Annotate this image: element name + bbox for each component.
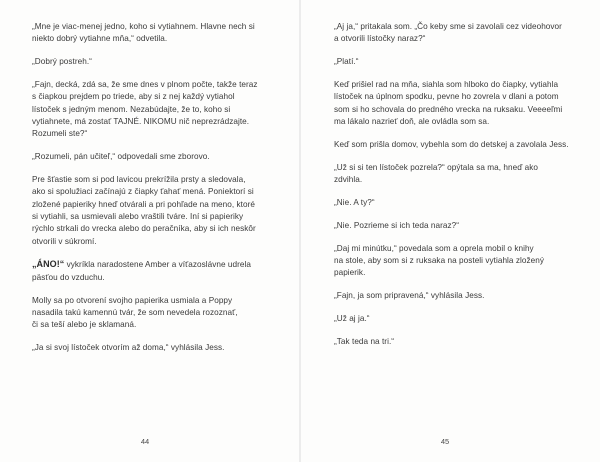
- paragraph: [334, 79, 582, 128]
- text-line: päsťou do vzduchu.: [32, 272, 105, 282]
- text-line: lístoček s jedným menom. Nezabúdajte, že to, koho si: [32, 104, 231, 114]
- text-line: s čiapkou prejdem po triede, aby si z nej každý vytiahol: [32, 92, 235, 102]
- text-line: „Platí.“: [334, 57, 359, 67]
- text-line: „Tak teda na tri.“: [334, 336, 395, 346]
- text-line: lístoček na úplnom spodku, pevne ho zovrela v dlani a potom: [334, 92, 559, 102]
- text-line: „Už aj ja.“: [334, 314, 370, 324]
- text-line: „Mne je viac-menej jedno, koho si vytiahnem. Hlavne nech si: [32, 22, 255, 31]
- text-line: Keď som prišla domov, vybehla som do detskej a zavolala Jess.: [334, 139, 569, 149]
- paragraph: [32, 342, 280, 354]
- paragraph: [334, 139, 582, 151]
- text-line: či sa teší alebo je sklamaná.: [32, 320, 137, 330]
- paragraph: [32, 151, 280, 163]
- paragraph: [334, 336, 582, 348]
- right-page-text: [334, 21, 582, 359]
- text-line: „Nie. Pozrieme si ich teda naraz?“: [334, 220, 460, 230]
- text-line: nasadila takú kamennú tvár, že som nevedela rozoznať,: [32, 307, 238, 317]
- text-line: na stole, aby som si z ruksaka na posteli vytiahla zložený: [334, 256, 544, 266]
- paragraph: [334, 290, 582, 302]
- text-line: rýchlo strkali do vrecka alebo do peračníka, aby si ich neskôr: [32, 224, 256, 234]
- text-fragment: vykríkla naradostene Amber a víťazoslávne udrela: [64, 260, 251, 270]
- paragraph: [334, 243, 582, 280]
- paragraph: [334, 56, 582, 68]
- paragraph: [334, 313, 582, 325]
- left-page-text: [32, 21, 280, 365]
- text-line: si vytiahli, sa usmievali alebo vraštili tváre. Iní si papieriky: [32, 211, 244, 221]
- text-line: [32, 258, 280, 271]
- text-line: vytiahnete, má zostať TAJNÉ. NIKOMU nič neprezrádzajte.: [32, 116, 250, 126]
- paragraph: [334, 21, 582, 46]
- text-line: „Dobrý postreh.“: [32, 57, 92, 67]
- paragraph: [334, 162, 582, 187]
- text-line: ako si spolužiaci začínajú z čiapky ťahať mená. Poniektorí si: [32, 187, 254, 197]
- text-line: Keď prišiel rad na mňa, siahla som hlboko do čiapky, vytiahla: [334, 80, 559, 90]
- text-line: zložené papieriky hneď otvárali a pri pohľade na meno, ktoré: [32, 199, 255, 209]
- shout-word: „ÁNO!“: [32, 259, 65, 270]
- paragraph: [32, 79, 280, 140]
- paragraph: [32, 258, 280, 284]
- text-line: „Rozumeli, pán učiteľ,“ odpovedali sme zborovo.: [32, 152, 210, 162]
- text-line: „Ja si svoj lístoček otvorím až doma,“ vyhlásila Jess.: [32, 343, 225, 353]
- text-line: „Fajn, decká, zdá sa, že sme dnes v plnom počte, takže teraz: [32, 80, 258, 90]
- text-line: ma lákalo nazrieť doň, ale ovládla som sa.: [334, 116, 490, 126]
- paragraph: [32, 56, 280, 68]
- paragraph: [32, 174, 280, 248]
- text-line: papierik.: [334, 268, 366, 278]
- text-line: Pre šťastie som si pod lavicou prekrížila prsty a sledovala,: [32, 175, 246, 185]
- text-line: „Daj mi minútku,“ povedala som a oprela mobil o knihy: [334, 243, 534, 253]
- page-number: 45: [440, 437, 450, 446]
- right-page: [300, 0, 600, 462]
- text-line: a otvorili lístočky naraz?“: [334, 34, 426, 44]
- text-line: Molly sa po otvorení svojho papierika usmiala a Poppy: [32, 295, 233, 305]
- text-line: zdvihla.: [334, 175, 363, 185]
- text-line: „Už si si ten lístoček pozrela?“ opýtala sa ma, hneď ako: [334, 162, 538, 172]
- paragraph: [32, 21, 280, 46]
- text-line: „Fajn, ja som pripravená,“ vyhlásila Jess.: [334, 291, 485, 301]
- text-line: Rozumeli ste?“: [32, 129, 88, 139]
- text-line: „Nie. A ty?“: [334, 197, 375, 207]
- paragraph: [32, 295, 280, 332]
- text-line: niekto dobrý vytiahne mňa,“ odvetila.: [32, 34, 168, 44]
- text-line: „Aj ja,“ pritakala som. „Čo keby sme si zavolali cez videohovor: [334, 22, 562, 31]
- text-line: otvorili v súkromí.: [32, 236, 97, 246]
- paragraph: [334, 220, 582, 232]
- page-number: 44: [140, 437, 150, 446]
- paragraph: [334, 197, 582, 209]
- text-line: som si ho schovala do predného vrecka na ruksaku. Veeeeľmi: [334, 104, 563, 114]
